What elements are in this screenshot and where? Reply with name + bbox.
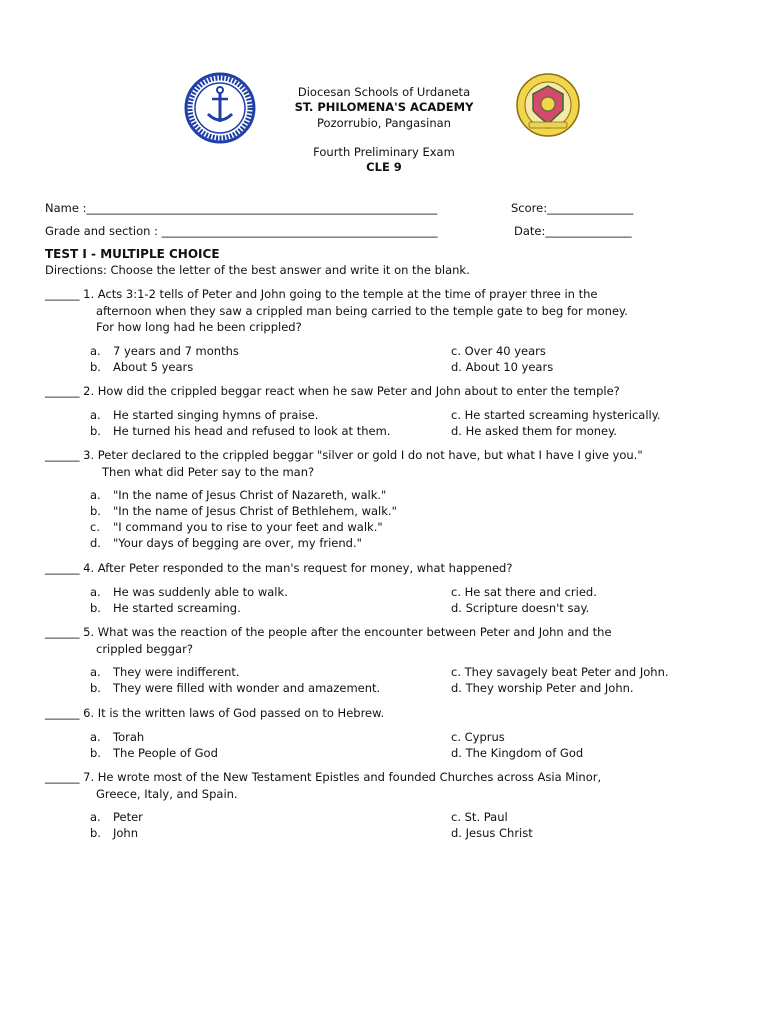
option-text: 7 years and 7 months	[113, 343, 239, 358]
option-text: "I command you to rise to your feet and walk."	[113, 520, 383, 534]
option-text: "In the name of Jesus Christ of Bethlehem, walk."	[113, 504, 397, 518]
option-letter: b.	[90, 504, 101, 518]
option-text: He started singing hymns of praise.	[113, 407, 319, 422]
grade-section-field[interactable]: Grade and section : ________________________________________________	[45, 224, 438, 238]
option-letter: a.	[90, 729, 101, 744]
option-text: The People of God	[113, 745, 218, 760]
option-text-right: c. They savagely beat Peter and John.	[451, 665, 669, 679]
option-text: Torah	[113, 729, 145, 744]
option-letter: b.	[90, 745, 101, 760]
option-text-right: d. The Kingdom of God	[451, 745, 584, 760]
question-text-continued: Greece, Italy, and Spain.	[96, 786, 238, 801]
option-letter: c.	[90, 520, 100, 534]
option-letter: b.	[90, 359, 101, 374]
option-text-right: d. They worship Peter and John.	[451, 681, 634, 695]
option-letter: b.	[90, 681, 101, 695]
option-text-right: c. Cyprus	[451, 729, 505, 744]
school-location: Pozorrubio, Pangasinan	[317, 116, 451, 130]
diocese-name: Diocesan Schools of Urdaneta	[297, 85, 471, 99]
option-text: They were indifferent.	[113, 665, 240, 679]
exam-title: Fourth Preliminary Exam	[313, 145, 455, 159]
test-title: TEST I - MULTIPLE CHOICE	[45, 247, 220, 261]
option-text-right: c. St. Paul	[451, 810, 508, 824]
school-name: ST. PHILOMENA'S ACADEMY	[294, 100, 474, 114]
subject-title: CLE 9	[366, 160, 402, 174]
option-text-right: c. He started screaming hysterically.	[451, 407, 661, 422]
test-directions: Directions: Choose the letter of the best answer and write it on the blank.	[45, 263, 470, 277]
question-text[interactable]: ______ 7. He wrote most of the New Testament Epistles and founded Churches across Asia Minor,	[45, 770, 602, 784]
option-letter: a.	[90, 665, 101, 679]
option-text-right: d. Jesus Christ	[451, 826, 533, 840]
option-text: He started screaming.	[113, 600, 241, 615]
option-letter: a.	[90, 488, 101, 502]
date-field[interactable]: Date:_______________	[514, 224, 632, 238]
question-text[interactable]: ______ 1. Acts 3:1-2 tells of Peter and John going to the temple at the time of prayer three in the	[45, 287, 598, 301]
option-text: "In the name of Jesus Christ of Nazareth, walk."	[113, 488, 387, 502]
option-letter: b.	[90, 826, 101, 840]
option-text-right: c. He sat there and cried.	[451, 584, 597, 599]
question-text-continued: crippled beggar?	[96, 641, 193, 656]
option-letter: a.	[90, 343, 101, 358]
question-text-continued: afternoon when they saw a crippled man being carried to the temple gate to beg for money.	[96, 303, 628, 318]
option-letter: a.	[90, 584, 101, 599]
option-letter: a.	[90, 810, 101, 824]
option-letter: d.	[90, 536, 101, 550]
question-text[interactable]: ______ 4. After Peter responded to the man's request for money, what happened?	[45, 561, 513, 575]
option-text: He turned his head and refused to look at them.	[113, 423, 391, 438]
question-text[interactable]: ______ 6. It is the written laws of God passed on to Hebrew.	[45, 706, 385, 720]
question-text[interactable]: ______ 5. What was the reaction of the people after the encounter between Peter and John and the	[45, 625, 612, 639]
option-text: He was suddenly able to walk.	[113, 584, 288, 599]
score-field[interactable]: Score:_______________	[511, 201, 634, 215]
option-text-right: d. About 10 years	[451, 359, 554, 374]
question-text-continued: Then what did Peter say to the man?	[102, 464, 315, 479]
option-text: "Your days of begging are over, my friend."	[113, 536, 362, 550]
option-letter: b.	[90, 423, 101, 438]
option-text: About 5 years	[113, 359, 194, 374]
option-text: They were filled with wonder and amazement.	[113, 681, 381, 695]
option-text-right: d. He asked them for money.	[451, 423, 617, 438]
question-text-continued: For how long had he been crippled?	[96, 320, 302, 334]
option-text: Peter	[113, 810, 143, 824]
name-field[interactable]: Name :_____________________________________________________________	[45, 201, 438, 215]
question-text[interactable]: ______ 3. Peter declared to the crippled beggar "silver or gold I do not have, but what I have I give you."	[45, 448, 643, 462]
option-letter: b.	[90, 600, 101, 615]
question-text[interactable]: ______ 2. How did the crippled beggar react when he saw Peter and John about to enter the temple?	[45, 384, 620, 398]
option-text: John	[113, 826, 139, 840]
option-text-right: d. Scripture doesn't say.	[451, 600, 590, 615]
option-text-right: c. Over 40 years	[451, 343, 546, 358]
option-letter: a.	[90, 407, 101, 422]
